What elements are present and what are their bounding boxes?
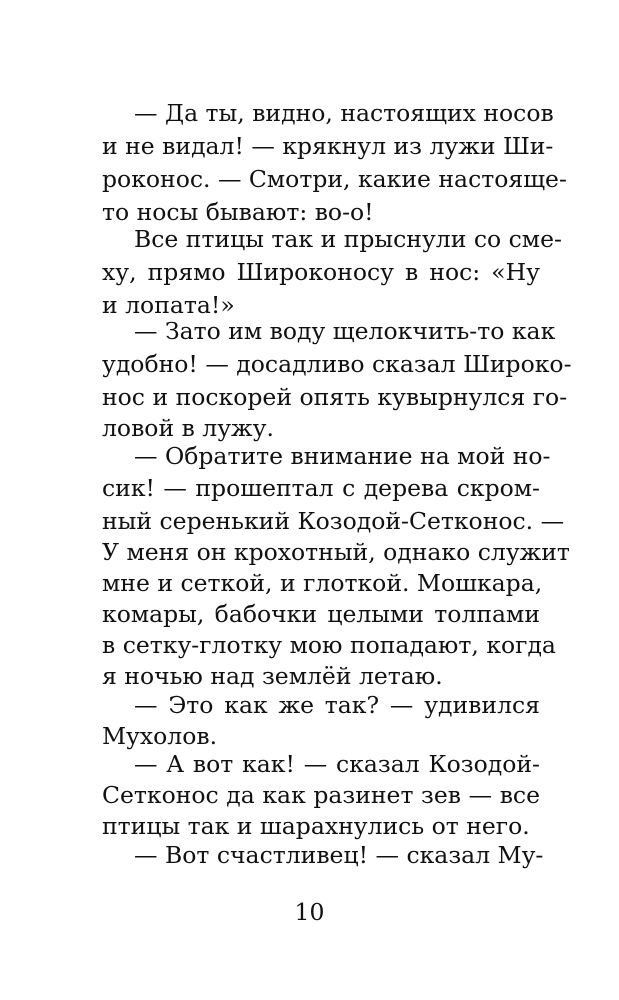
text-line: и не видал! — крякнул из лужи Ши- — [102, 132, 554, 160]
text-line: и лопата!» — [102, 291, 235, 319]
text-line: — Да ты, видно, настоящих носов — [134, 99, 554, 127]
text-line: Сетконос да как разинет зев — все — [102, 781, 540, 809]
text-line: нос и поскорей опять кувырнулся го- — [102, 383, 568, 411]
text-line: ный серенький Козодой-Сетконос. — — [102, 507, 565, 535]
text-line: Мухолов. — [102, 722, 218, 750]
page-number: 10 — [294, 898, 325, 926]
text-line: ху, прямо Широконосу в нос: «Ну — [102, 258, 540, 286]
text-line: удобно! — досадливо сказал Широко- — [102, 350, 572, 378]
text-line: птицы так и шарахнулись от него. — [102, 812, 530, 840]
text-line: У меня он крохотный, однако служит — [102, 538, 570, 566]
text-line: сик! — прошептал с дерева скром- — [102, 474, 540, 502]
text-line: — Зато им воду щелокчить-то как — [134, 317, 556, 345]
text-line: я ночью над землёй летаю. — [102, 662, 443, 690]
text-line: — Вот счастливец! — сказал Му- — [134, 841, 544, 869]
text-line: в сетку-глотку мою попадают, когда — [102, 631, 556, 659]
text-line: мне и сеткой, и глоткой. Мошкара, — [102, 569, 543, 597]
text-line: — А вот как! — сказал Козодой- — [134, 750, 540, 778]
text-line: ловой в лужу. — [102, 414, 274, 442]
text-line: — Обратите внимание на мой но- — [134, 442, 551, 470]
text-line: то носы бывают: во-о! — [102, 198, 374, 226]
text-line: — Это как же так? — удивился — [134, 691, 540, 719]
text-line: Все птицы так и прыснули со сме- — [134, 225, 562, 253]
text-line: комары, бабочки целыми толпами — [102, 600, 540, 628]
text-line: роконос. — Смотри, какие настояще- — [102, 165, 567, 193]
